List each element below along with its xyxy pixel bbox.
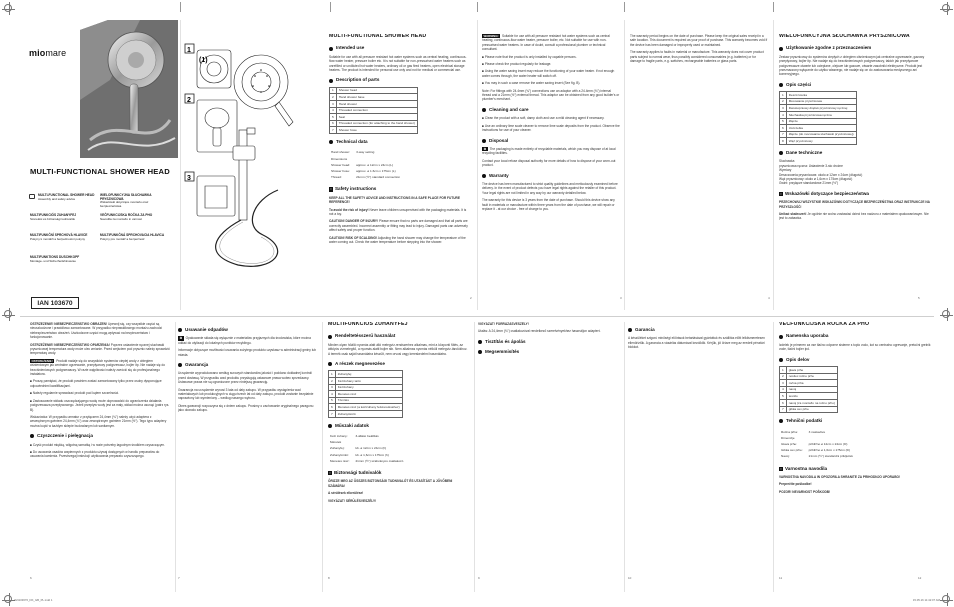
table-row: 8 Wąż prysznicowy: [780, 138, 857, 145]
flag-icon: [29, 194, 35, 199]
cover-title: MULTI-FUNCTIONAL SHOWER HEAD: [30, 167, 170, 176]
figure-label-1: 1: [187, 47, 191, 54]
page-number: 10: [628, 576, 632, 580]
gb-disposal-heading: Disposal: [482, 139, 620, 143]
gb-parts-table: [329, 87, 418, 134]
pl2-guarantee-1: Urządzenie wyprodukowano według surowych standardów jakości i poddano dokładnej kontroli przed dostawą. W przypadku wad produktu przysługują ustawowe prawa wobec sprzedawcy. Ustawowe prawa nie są ograniczone przez niniejszą gwarancję.: [178, 371, 312, 385]
gb-intended-use-heading: Intended use: [329, 46, 469, 50]
table-row: 3 Dwustopniowy drążek prysznicowy ręcznej: [780, 105, 857, 112]
gb-risk-injury: To avoid the risk of injury! Never leave children unsupervised with the packaging materials. It is not a toy.: [329, 207, 467, 217]
table-row: 1 Deszczownia: [780, 92, 857, 99]
table-row: Shower head: approx. ø 12cm x 24cm (L): [331, 162, 394, 167]
language-entry-de: MULTIFUNKTIONS DUSCHKOPF Montage- und Sicherheitshinweise: [30, 255, 80, 263]
pl-keep-text: PRZECHOWUJ WSZYSTKIE WSKAZÓWKI DOTYCZĄCE BEZPIECZEŃSTWA ORAZ INSTRUKCJE NA PRZYSZŁOŚĆ!: [779, 200, 930, 209]
gb-caution-danger: CAUTION! DANGER OF INJURY! Please ensure that no parts are damaged and that all parts are correctly assembled. Incorrect assembly or fitting may lead to injury. Damaged parts can adversely affect safety and proper function.: [329, 219, 468, 233]
table-row: 7 gibka cev prhe: [780, 406, 838, 413]
gb-column-3: [630, 34, 768, 154]
print-slug-right: 15.05.16 11:42:07 AM: [912, 598, 940, 602]
pl-parts-table: [779, 91, 857, 145]
pl2-bullet: ■ Należy regularnie sprawdzać produkt pod kątem szczelności.: [30, 391, 120, 396]
language-entry-si: VEČFUNKCIJSKA ROČKA ZA PHO Navodila za montažo in varnost: [100, 213, 153, 221]
table-row: 1 glava prhe: [780, 367, 838, 374]
panel-divider: [322, 322, 323, 592]
language-entry-cz: MULTIFUNKČNÍ SPRCHOVÁ HLAVICE Pokyny k montáži a bezpečnostní pokyny: [30, 233, 88, 241]
gb-bullet: ■ Please check the product regularly for leakage.: [482, 62, 552, 67]
table-row: 3 Hand shower: [330, 101, 418, 108]
hu-tech-table: [328, 432, 409, 465]
table-row: 7 Zuhanytömlő: [329, 411, 403, 418]
table-row: 4 Menetes rész: [329, 391, 403, 398]
gb-bullet: ■ Please note that the product is only installed by capable persons.: [482, 54, 577, 59]
trim-mark: [180, 2, 181, 12]
gb-intended-use-text: Suitable for use with all pressure resistant hot water systems such as central heating, continuous-flow water heater, pressure boiler etc. It is not suitable for non-pressurised water heaters such as unrefilled or undiluted hot water heaters, ordinary oil or gas fired heaters, open electrical storage heaters. The product is intended for personal use only and not for medical or commercial use.: [329, 54, 467, 73]
pl2-guarantee-2: Gwarancja na urządzenie wynosi 3 lata od daty zakupu. W przypadku wystąpienia wad materiałowych lub produkcyjnych w ciągu trzech lat od daty zakupu, produkt zostanie bezpłatnie naprawiony lub wymieniony – według naszego wyboru.: [178, 387, 314, 401]
registration-mark-mid-right: [942, 310, 950, 318]
table-row: 1 Shower head: [330, 87, 418, 94]
table-row: Shower hose: approx. ø 1.6cm x 175cm (L): [331, 169, 396, 174]
panel-divider: [474, 322, 475, 592]
table-row: Dimenzije: [781, 435, 795, 440]
table-row: 5 Seal: [330, 114, 418, 121]
gb-bullet: ■ You may in such a case remove the water saving insert (See fig. B).: [482, 81, 581, 86]
pl2-waste-text: ♻ Opakowanie składa się wyłącznie z materiałów przyjaznych dla środowiska, które można oddać do utylizacji do lokalnych punktów recyklingu.: [178, 336, 311, 345]
hu-disposal-heading: Megsemmisítés: [478, 350, 620, 354]
gb-column-2: [482, 34, 620, 310]
pl-tech-line: prysznicowa ręczna: Ustawienie 3-sto drożne: [779, 163, 843, 168]
fold-line: [20, 316, 934, 317]
trim-mark: [624, 2, 625, 12]
registration-mark-bottom-right: [942, 595, 950, 603]
gb-cleaning-heading: Cleaning and care: [482, 108, 620, 112]
gb-disposal-text: ♻ The packaging is made entirely of recyclable materials, which you may dispose of at local recycling facilities.: [482, 146, 616, 156]
pl-column-1: [779, 34, 931, 310]
warning-triangle-icon: !: [329, 471, 331, 476]
pl2-clean-heading: Czyszczenie i pielęgnacja: [30, 434, 170, 438]
pl-title: WIELOFUNKCYJNA SŁUCHAWKA PRYSZNICOWA: [779, 34, 910, 39]
table-row: Gibka cev prhe: približno ø 1,6cm x 175cm (D): [781, 448, 850, 453]
gb-disposal-text-2: Contact your local refuse disposal authority for more details of how to dispose of your worn-out product.: [482, 158, 616, 168]
hu-warn-2: VIGYÁZAT! SÉRÜLÉSVESZÉLY!: [328, 498, 377, 503]
hu-parts-heading: A részek megnevezése: [328, 362, 470, 366]
gb-safety-heading: ! Safety instructions: [330, 186, 377, 192]
registration-mark-top-left: [4, 4, 12, 12]
table-row: 7 Złącze (do mocowania słuchawki prysznicowej): [780, 131, 857, 138]
page-number: 9: [478, 576, 480, 580]
page-number: 12: [918, 576, 922, 580]
gb-caution-scald: CAUTION! RISK OF SCALDING! Adjusting the hand shower may change the temperature of the water coming out. Check the water temperature before stepping into the shower.: [329, 235, 466, 245]
table-row: 2 Mocowanie prysznicowe: [780, 98, 857, 105]
figure-label-2: 2: [187, 97, 191, 104]
page-number: 11: [779, 576, 783, 580]
table-row: 4 Threaded connection: [330, 107, 418, 114]
table-row: 4 navoj: [780, 386, 838, 393]
gb-title: MULTI-FUNCTIONAL SHOWER HEAD: [329, 34, 427, 39]
gb-warranty-3: The warranty period begins on the date of purchase. Please keep the original sales receipt in a safe location. This document is required as your proof of purchase. This warranty becomes void if the device has been damaged or improperly used or maintained.: [630, 34, 768, 47]
table-row: Kézi zuhany: 3-állású beállítás: [330, 434, 379, 438]
pl-tech-heading: Dane techniczne: [779, 151, 931, 155]
hu-warn-3: VIGYÁZAT! FORRÁZÁSVESZÉLY!: [478, 322, 529, 326]
gb-keep-text: KEEP ALL THE SAFETY ADVICE AND INSTRUCTIONS IN A SAFE PLACE FOR FUTURE REFERENCE!: [329, 195, 460, 205]
pl2-waste-text-2: Informacje dotyczące możliwości usuwania zużytego produktu uzyskasz w administracji gminy lub miasta.: [178, 348, 317, 357]
pl-parts-heading: Opis części: [779, 83, 931, 87]
language-entry-hu: MULTIFUNKCIÓS ZUHANYFEJ Szerelési és biztonsági tudnivalók: [30, 213, 77, 221]
gb-cleaning-item: ■ Clean the product with a soft, damp cloth and use a mild cleaning agent if necessary.: [482, 116, 605, 121]
pl-use-heading: Użytkowanie zgodne z przeznaczeniem: [779, 46, 931, 50]
pl2-bullet: ■ Zastosowanie wkładu oszczędzającego wodę może doprowadzić do ograniczenia działania podgrzewacza przepływowego. Jeżeli przepływ wody jest za mały, wkład można usunąć (patrz rys. B).: [30, 398, 170, 412]
gb-column-1: [329, 34, 469, 310]
table-row: 4 Słuchawka prysznicowa ręczna: [780, 112, 857, 119]
si-column-1: [779, 322, 931, 592]
panel-divider: [477, 20, 478, 310]
hu-parts-table: [328, 370, 403, 417]
recycling-icon: ♻: [483, 146, 487, 151]
gb-warranty-2: The warranty for this device is 3 years from the date of purchase. Should this device show any fault in materials or manufacture within three years from the date of purchase, we will repair or replace it - at our choice - free of charge to you.: [482, 198, 615, 211]
table-row: 6 Menetes rész (a kézizuhany felszereléséhez): [329, 404, 403, 411]
table-row: 5 tesnilo: [780, 393, 838, 400]
assembly-figure: [183, 40, 323, 275]
panel-divider: [624, 20, 625, 310]
table-row: 1 Zuhanyfej: [329, 371, 403, 378]
hu-column-3: [628, 322, 770, 592]
hu-keep-text: ŐRIZZE MEG AZ ÖSSZES BIZTONSÁGI TUDNIVALÓT ÉS UTASÍTÁST A JÖVŐBENI SZÁMÁRA!: [328, 479, 453, 488]
pl2-column-1: [30, 322, 170, 592]
table-row: Navoj: 21mm (½") standardni priključek: [781, 454, 853, 459]
hu-column-1: [328, 322, 470, 592]
table-row: Hand shower: 3-way setting: [331, 150, 375, 155]
pl2-waste-heading: Usuwanie odpadów: [178, 328, 318, 332]
table-row: 2 Hand shower base: [330, 94, 418, 101]
si-tech-table: [779, 428, 859, 461]
table-row: 6 Uszczelka: [780, 125, 857, 132]
hu-note: Utalás: A 24,4mm (¾") csatlakozóval rendelkező szerelvényekhez használjon adaptert.: [478, 329, 601, 334]
table-row: 7 Shower hose: [330, 127, 418, 134]
table-row: Thread: 21mm (½") standard connection: [331, 175, 401, 180]
gb-tech-table: [329, 148, 406, 181]
table-row: 5 Złącze: [780, 118, 857, 125]
page-number: 4: [768, 296, 770, 300]
pl2-bullet: ■ Proszę pamiętać, że produkt powinien zostać zamontowany tylko przez osoby dysponujące odpowiednimi kwalifikacjami.: [30, 379, 162, 388]
pl-tech-line: Wymiary: [779, 168, 792, 173]
gb-bullet: ■ Using the water saving insert may reduce the functioning of your water heater. If not enough water comes through, the water heater will switch off.: [482, 69, 615, 78]
table-row: 2 Kézizuhany tartó: [329, 378, 403, 385]
pl2-guarantee-3: Okres gwarancji rozpoczyna się z dniem zakupu. Prosimy o zachowanie oryginalnego paragonu jako dowodu zakupu.: [178, 403, 314, 413]
language-entry-gb: MULTI-FUNCTIONAL SHOWER HEAD Assembly and safety advice: [30, 194, 100, 201]
hu-column-2: [478, 322, 620, 592]
gb-warranty-4: The warranty applies to faults in material or manufacture. This warranty does not cover product parts subject to normal wear, thus possibly considered consumables (e.g. batteries) or for damage to fragile parts, e.g. switches, rechargeable batteries or glass parts.: [630, 50, 764, 64]
hu-clean-heading: Tisztítás és ápolás: [478, 340, 620, 344]
pl2-warn-3: OSTRZEŻENIE! Produkt nadaje się do wszystkich systemów ciepłej wody z obiegiem ciśnieniowym jak centralne ogrzewanie, przepływowy podgrzewacz, bojler itp. Nie nadaje się do bezciśnieniowych podgrzewaczy. W razie wątpliwości należy zwrócić się do profesjonalnego instalatora.: [30, 358, 166, 377]
table-row: 6 Threaded connection (for attaching to the hand shower): [330, 120, 418, 127]
hu-guarantee-text: A készüléket szigorú minőségi előírások betartásával gyártottuk és szállítás előtt lelkiismeretesen ellenőriztük. A garancia a vásárlás dátumával kezdődik. Kérjük, jól őrizze meg az eredeti pénztári blokkot.: [628, 336, 765, 350]
pl2-guarantee-heading: Gwarancja: [178, 363, 318, 367]
hu-warn-1: A sérülések elkerülése!: [328, 491, 364, 496]
pl2-clean-item: ■ Czyść produkt miękką, wilgotną szmatką i w razie potrzeby łagodnym środkiem czyszczącym.: [30, 442, 165, 447]
page-number: 7: [178, 576, 180, 580]
trim-mark: [330, 2, 331, 12]
table-row: 2 nosilec ročne prhe: [780, 373, 838, 380]
brand-logo: miomare: [29, 48, 67, 58]
table-row: 6 navoj (za montažo na ročno prho): [780, 400, 838, 407]
page-number: 3: [620, 296, 622, 300]
pl-tech-line: Deszczownia prysznicowa: około ø 12cm x 24cm (długość): [779, 172, 863, 177]
table-row: Méretek: [330, 440, 342, 445]
hu-title: MULTIFUNKCIÓS ZUHANYFEJ: [328, 322, 408, 327]
figure-label-1-sub: (1): [199, 57, 208, 64]
pl-use-text: Zestaw prysznicowy do systemów ciepłych z obiegiem ciśnieniowym jak centralne ogrzewanie, gazowy przepływowy, bojler itp. Nie nadaje się do bezciśnieniowych podgrzewaczy, takich jak przepływowe podgrzewacze otwarte lub ocieplane, olejowe lub gazowe, otwarte zasobniki elektryczne. Produkt jest przeznaczony wyłącznie do użytku własnego, nie nadaje się on do zastosowania medycznego ani komercyjnego.: [779, 54, 925, 77]
figure-label-3: 3: [187, 175, 191, 182]
table-row: Glava prhe: približno ø 12cm x 24cm (D): [781, 442, 848, 446]
hu-guarantee-heading: Garancia: [628, 328, 770, 332]
table-row: 3 ročna prha: [780, 380, 838, 387]
pl-tech-line: Słuchawka: [779, 159, 795, 164]
table-row: 3 Kézizuhany: [329, 384, 403, 391]
panel-divider: [773, 322, 774, 592]
ian-number-box: IAN 103670: [31, 297, 79, 309]
recycling-icon: ♻: [179, 336, 183, 341]
table-row: Menetes rész: 21mm (½") szabványos csatlakozó: [330, 458, 404, 463]
panel-divider: [624, 322, 625, 592]
hu-use-text: Minden olyan hőálló nyomás alatt álló melegvíz-rendszerhez alkalmas, mint a központi fűtés, az átfolyós vízmelegítő, a nyomás alatti bojler stb. Nem alkalmas nyomás nélküli melegvíz-tárolókhoz. A termék csak saját használatra készült, nem orvosi vagy kereskedelmi használatra.: [328, 342, 468, 356]
warning-triangle-icon: !: [780, 191, 782, 196]
pl-safety-heading: ! Wskazówki dotyczące bezpieczeństwa: [780, 190, 869, 196]
language-entry-pl: WIELOFUNKCYJNA SŁUCHAWKA PRYSZNICOWA Wskazówki dotyczące montażu oraz bezpieczeństwa: [100, 193, 152, 208]
print-slug-left: IAN103670_DK_GB_PL.indd 1: [14, 598, 53, 602]
table-row: Dimensions: [331, 156, 348, 161]
warning-triangle-icon: !: [780, 466, 782, 471]
pl2-warn-2: OSTRZEŻENIE! NIEBEZPIECZEŃSTWO OPARZENIA! Poprzez ustawienie ręcznej słuchawki prysznicowej temperatura wody może ulec zmianie. Przed wejściem pod prysznic należy sprawdzić temperaturę wody.: [30, 342, 170, 356]
si-title: VEČFUNKCIJSKA ROČKA ZA PHO: [779, 322, 870, 327]
hu-safety-heading: ! Biztonsági tudnivalók: [329, 470, 382, 476]
pl2-column-2: [178, 322, 318, 592]
hu-tech-heading: Műszaki adatok: [328, 424, 470, 428]
registration-mark-mid-left: [4, 310, 12, 318]
pl2-warn-1: OSTRZEŻENIE! NIEBEZPIECZEŃSTWO OBRAŻEŃ! Upewnij się, czy wszystkie części są nieuszkodzone i prawidłowo zamontowane. W przypadku nieprawidłowego montażu zachodzi niebezpieczeństwo obrażeń. Uszkodzone części mogą wpływać na bezpieczeństwo i funkcjonowanie.: [30, 322, 162, 340]
trim-mark: [477, 2, 478, 12]
gb-note: Note: For fittings with 24.4mm (¾") connections use an adaptor with a 24.4mm (¾") internal thread and a 21mm (½") external thread. This adaptor can be obtained from any good builder's or plumber's merchant.: [482, 88, 620, 102]
panel-divider: [773, 20, 774, 310]
page-number: 6: [30, 576, 32, 580]
gb-warranty-heading: Warranty: [482, 174, 620, 178]
pl-tech-line: Gwint: przyłącze standardowe 21mm (½"): [779, 181, 839, 186]
page-number: 5: [918, 296, 920, 300]
si-parts-heading: Opis delov: [779, 358, 931, 362]
gb-tech-heading: Technical data: [329, 140, 469, 144]
si-use-heading: Namenska uporaba: [779, 334, 931, 338]
table-row: 5 Tömítés: [329, 397, 403, 404]
table-row: Ročna prha: 3 nastavitve: [781, 429, 826, 434]
pl2-note: Wskazówka: W przypadku armatur z przyłączem 24,4mm (¾") należy użyć adaptera z wewnętrznym gwintem 24,4mm (¾") oraz zewnętrznym gwintem 21mm (½"). Tego typu adaptery można kupić w każdym sklepie budowlanym lub sanitarnym.: [30, 414, 167, 428]
pl-tech-line: Wąż prysznicowy: około ø 1,6cm x 175cm (długość): [779, 177, 853, 182]
si-use-text: Izdelek je primeren za vse tlačno odporne sisteme s toplo vodo, kot so centralno ogrevanje, pretočni grelnik vode, tlačni bojler ipd.: [779, 342, 931, 352]
si-keep-text: VARNOSTNA NAVODILA IN OPOZORILA SHRANITE ZA PRIHODNJO UPORABO!: [779, 475, 901, 480]
gb-parts-heading: Description of parts: [329, 78, 469, 82]
page-number: 2: [470, 296, 472, 300]
si-safety-heading: ! Varnostna navodila: [780, 465, 828, 471]
table-row: Zuhanytömlő: kb. ø 1,6cm x 175cm (h): [330, 452, 389, 457]
registration-mark-top-right: [942, 4, 950, 12]
trim-mark: [773, 2, 774, 12]
si-parts-table: [779, 366, 838, 413]
page-number: 8: [328, 576, 330, 580]
si-warn-2: POZOR! NEVARNOST POŠKODB!: [779, 489, 831, 494]
table-row: Zuhanyfej: kb. ø 12cm x 24cm (h): [330, 446, 387, 451]
si-warn-1: Preprečite poškodbe!: [779, 482, 812, 487]
si-tech-heading: Tehnični podatki: [779, 419, 931, 423]
pl-risk: Unikać skaleczeń! Je ogólnie nie wolno zostawiać dzieci bez nadzoru z materiałem opakowaniowym. Nie jest to zabawka.: [779, 212, 929, 221]
gb-cleaning-item: ■ Use an ordinary lime scale cleaner to remove lime scale deposits from the product. Observe the instructions for use of your cleaner.: [482, 123, 620, 133]
hu-use-heading: Rendeltetésszerű használat: [328, 334, 470, 338]
pl2-clean-item: ■ Do usuwania osadów wapiennych z produktu używaj dostępnych w handlu preparatów do usuwania kamienia. Przestrzegaj instrukcji użytkowania preparatu czyszczącego.: [30, 449, 160, 459]
language-entry-sk: MULTIFUNKČNÁ SPRCHOVACIA HLAVICA Pokyny pre montáž a bezpečnosť: [100, 233, 165, 241]
gb-warning: WARNING! Suitable for use with all pressure resistant hot water systems such as central heating, continuous-flow water heater, pressure boiler, etc. Not suitable for use with non-pressurised water heaters. In case of doubt, consult a professional plumber or technical consultant.: [482, 34, 610, 52]
gb-warranty-1: The device has been manufactured to strict quality guidelines and meticulously examined before delivery. In the event of product defects you have legal rights against the retailer of this product. Your legal rights are not limited in any way by our warranty detailed below.: [482, 181, 618, 195]
cover-product-photo: [80, 20, 178, 158]
panel-divider: [180, 20, 181, 310]
warning-triangle-icon: !: [330, 187, 332, 192]
panel-divider: [175, 322, 176, 592]
registration-mark-bottom-left: [4, 595, 12, 603]
